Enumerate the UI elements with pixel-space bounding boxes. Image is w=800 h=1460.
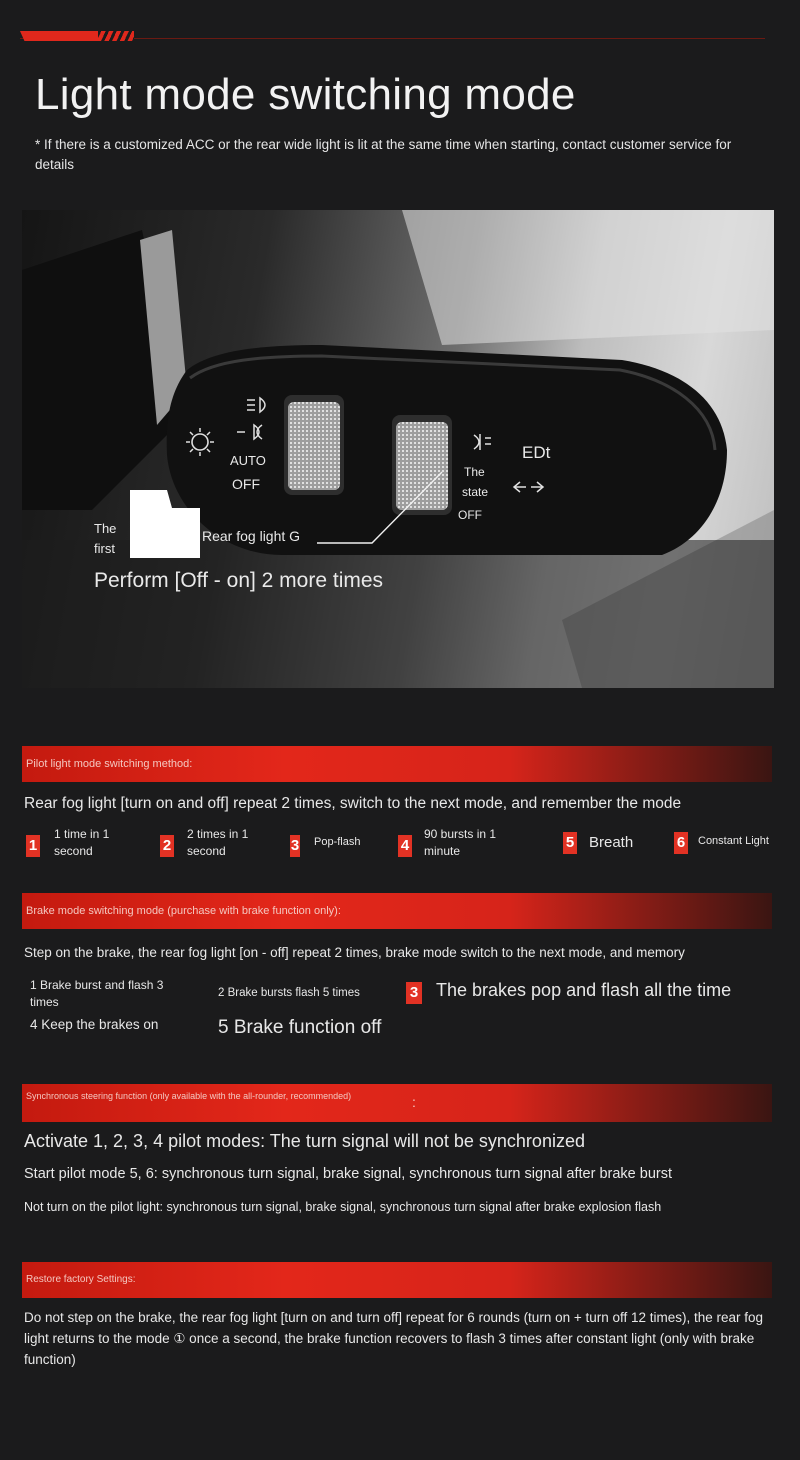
state-the-label: The bbox=[464, 465, 485, 479]
page-title: Light mode switching mode bbox=[35, 70, 576, 119]
perform-label: Perform [Off - on] 2 more times bbox=[94, 569, 384, 592]
rear-fog-light-label: Rear fog light G bbox=[202, 528, 301, 544]
sync-line-2: Start pilot mode 5, 6: synchronous turn signal, brake signal, synchronous turn signal after brake burst bbox=[24, 1166, 673, 1182]
brake-mode-3: The brakes pop and flash all the time bbox=[436, 980, 732, 1000]
pilot-mode-4-badge: 4 bbox=[398, 835, 412, 857]
sync-section-bar bbox=[22, 1084, 772, 1122]
brake-mode-1: 1 Brake burst and flash 3 times bbox=[30, 978, 164, 1009]
restore-section-bar: Restore factory Settings: bbox=[22, 1262, 772, 1298]
pilot-mode-2-badge: 2 bbox=[160, 835, 174, 857]
pilot-mode-4-label: 90 bursts in 1 minute bbox=[424, 827, 497, 858]
sync-line-3: Not turn on the pilot light: synchronous turn signal, brake signal, synchronous turn signal after brake explosion flash bbox=[24, 1200, 662, 1214]
brake-mode-5: 5 Brake function off bbox=[218, 1017, 382, 1038]
light-switch-photo bbox=[22, 210, 774, 688]
brake-mode-4: 4 Keep the brakes on bbox=[30, 1017, 159, 1032]
pilot-mode-1-badge: 1 bbox=[26, 835, 40, 857]
auto-label: AUTO bbox=[230, 453, 266, 468]
state-off-label: OFF bbox=[458, 508, 482, 522]
pilot-mode-6-badge: 6 bbox=[674, 832, 688, 854]
brake-mode-2: 2 Brake bursts flash 5 times bbox=[218, 987, 360, 999]
pilot-mode-2-label: 2 times in 1 second bbox=[187, 827, 249, 858]
restore-body: Do not step on the brake, the rear fog light [turn on and turn off] repeat for 6 rounds (turn on + turn off 12 times), the rear fog light returns to the mode ① once a second, the brake function recovers to flash 3 times after constant light (only with brake function) bbox=[24, 1310, 764, 1367]
pilot-mode-3-badge: 3 bbox=[290, 835, 300, 857]
pilot-mode-1-label: 1 time in 1 second bbox=[54, 827, 110, 858]
brake-mode-3-badge: 3 bbox=[406, 982, 422, 1004]
brake-intro: Step on the brake, the rear fog light [on - off] repeat 2 times, brake mode switch to the next mode, and memory bbox=[24, 945, 685, 960]
pilot-mode-6-label: Constant Light bbox=[698, 835, 769, 847]
edt-label: EDt bbox=[522, 443, 551, 462]
light-switch-illustration bbox=[22, 210, 774, 688]
header-note: * If there is a customized ACC or the rear wide light is lit at the same time when starting, contact customer service for details bbox=[35, 137, 732, 172]
off-label: OFF bbox=[232, 476, 260, 492]
pilot-intro: Rear fog light [turn on and off] repeat 2 times, switch to the next mode, and remember the mode bbox=[24, 795, 682, 812]
pilot-mode-3-label: Pop-flash bbox=[314, 836, 361, 848]
pilot-mode-5-label: Breath bbox=[589, 834, 634, 851]
pilot-mode-5-badge: 5 bbox=[563, 832, 577, 854]
sync-line-1: Activate 1, 2, 3, 4 pilot modes: The turn signal will not be synchronized bbox=[24, 1131, 585, 1151]
state-state-label: state bbox=[462, 485, 489, 499]
sync-bar-label: Synchronous steering function (only available with the all-rounder, recommended) bbox=[26, 1091, 352, 1101]
pilot-section-bar: Pilot light mode switching method: bbox=[22, 746, 772, 782]
top-accent-stripes bbox=[98, 31, 134, 41]
brake-section-bar: Brake mode switching mode (purchase with brake function only): bbox=[22, 893, 772, 929]
first-the-label: The bbox=[94, 521, 117, 536]
first-first-label: first bbox=[94, 541, 115, 556]
sync-bar-colon: : bbox=[412, 1094, 416, 1110]
